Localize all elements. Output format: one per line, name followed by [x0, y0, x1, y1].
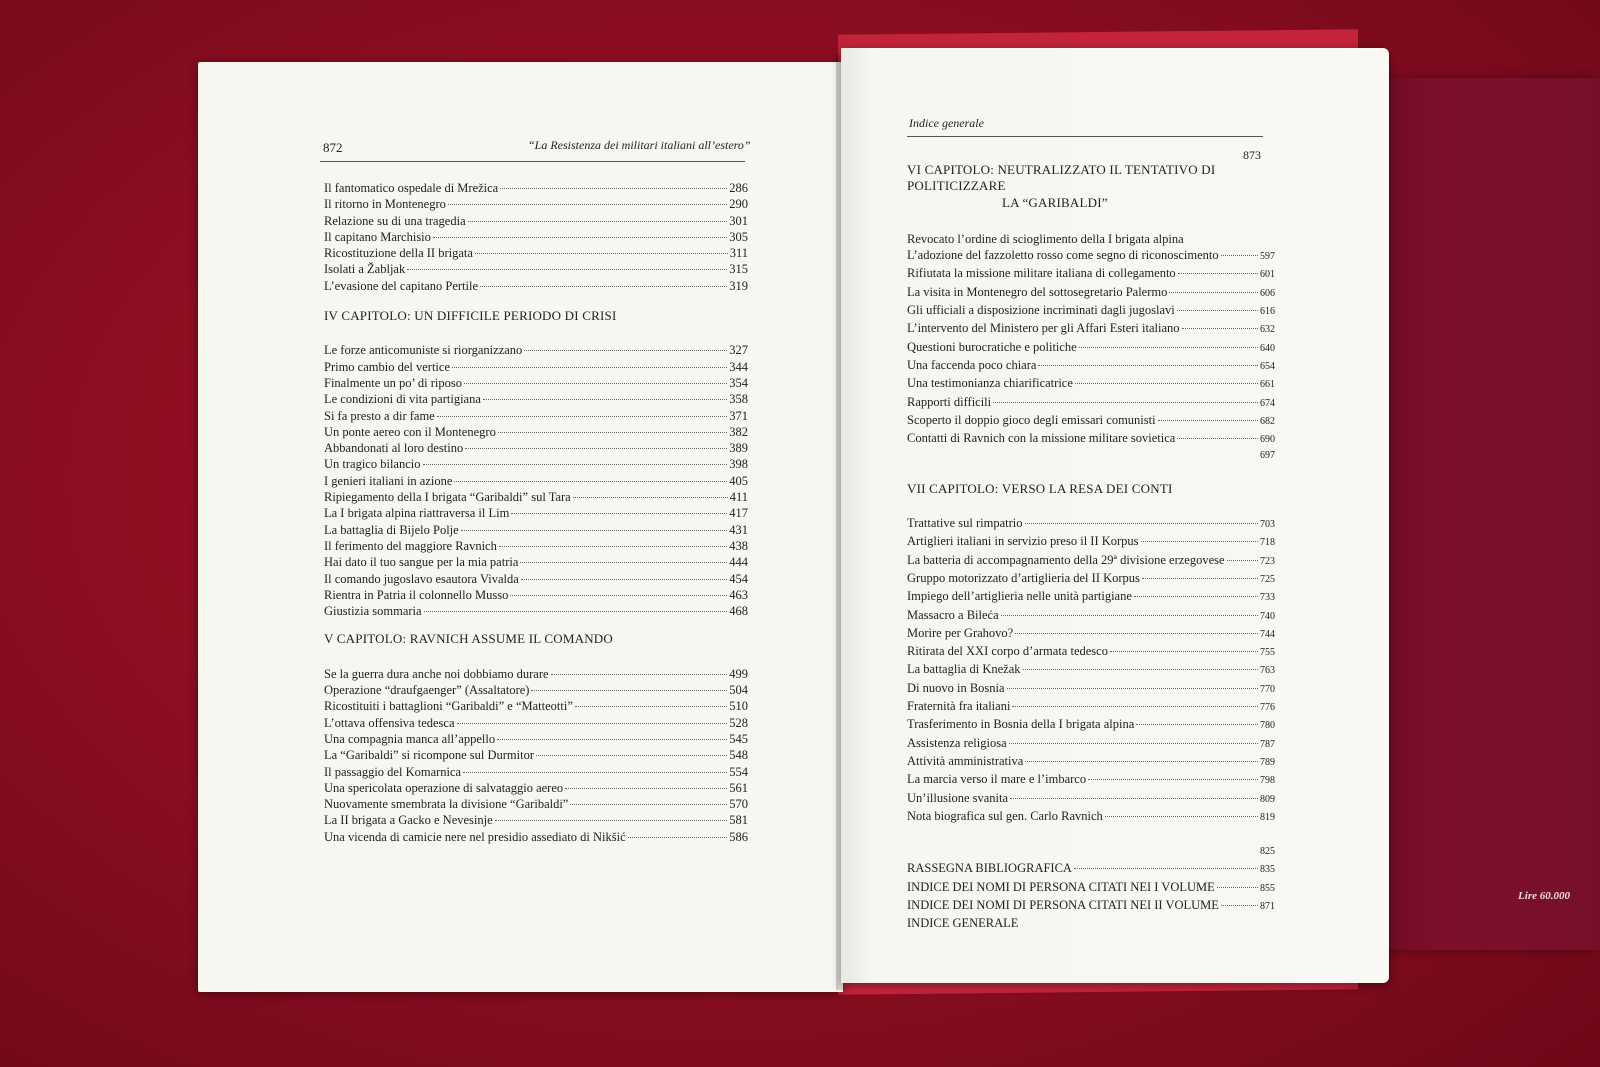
toc-entry-title: Nota biografica sul gen. Carlo Ravnich	[907, 808, 1103, 823]
toc-entry-page: 640	[1260, 342, 1275, 354]
toc-leader-dots	[1177, 310, 1258, 311]
toc-entry-page: 740	[1260, 610, 1275, 622]
toc-entry-title: Morire per Grahovo?	[907, 625, 1014, 640]
toc-entry-page: 431	[729, 522, 748, 537]
toc-entry-title: Trasferimento in Bosnia della I brigata alpina	[907, 717, 1135, 732]
toc-entry-page: 463	[729, 587, 748, 602]
toc-leader-dots	[1177, 438, 1258, 439]
toc-entry	[324, 424, 748, 440]
toc-entry-page: 319	[729, 278, 748, 293]
toc-entry	[907, 771, 1275, 789]
toc-entry-title: Se la guerra dura anche noi dobbiamo durare	[324, 666, 549, 681]
toc-leader-dots	[1221, 255, 1258, 256]
toc-entry	[324, 473, 748, 489]
toc-entry-page: 444	[729, 555, 748, 570]
toc-entry	[324, 278, 748, 294]
toc-entry	[324, 764, 748, 780]
toc-entry	[324, 342, 748, 358]
header-rule	[320, 161, 745, 162]
toc-entry	[907, 698, 1275, 716]
toc-entry-page: 690	[1260, 434, 1275, 446]
toc-section-chapter-vi	[907, 231, 1275, 465]
toc-leader-dots	[1178, 273, 1258, 274]
toc-entry	[907, 643, 1275, 661]
toc-entry-page: 654	[1260, 360, 1275, 372]
toc-leader-dots	[463, 772, 727, 773]
toc-leader-dots	[993, 402, 1258, 403]
toc-entry	[907, 625, 1275, 643]
toc-section-top	[324, 180, 748, 294]
toc-entry	[907, 607, 1275, 625]
toc-leader-dots	[565, 788, 727, 789]
toc-leader-dots	[1010, 798, 1258, 799]
toc-entry-page: 755	[1260, 647, 1275, 659]
toc-entry-title: Contatti di Ravnich con la missione militare sovietica	[907, 431, 1176, 446]
toc-entry-page: 354	[729, 375, 748, 390]
toc-entry-title: Le condizioni di vita partigiana	[324, 392, 481, 407]
toc-entry-title: Un ponte aereo con il Montenegro	[324, 424, 496, 439]
toc-entry-title: Primo cambio del vertice	[324, 359, 451, 374]
toc-entry-title: Relazione su di una tragedia	[324, 213, 466, 228]
toc-leader-dots	[1182, 328, 1258, 329]
toc-entry	[907, 661, 1275, 679]
left-toc	[324, 180, 748, 845]
toc-entry-title: Il capitano Marchisio	[324, 229, 431, 244]
toc-leader-dots	[524, 350, 727, 351]
toc-entry-page: 780	[1260, 720, 1275, 732]
toc-entry	[324, 796, 748, 812]
toc-entry	[324, 456, 748, 472]
toc-leader-dots	[531, 690, 727, 691]
toc-leader-dots	[465, 448, 727, 449]
chapter-iv-title: IV CAPITOLO: UN DIFFICILE PERIODO DI CRISI	[324, 308, 617, 324]
toc-entry	[324, 731, 748, 747]
right-running-title: Indice generale	[909, 116, 984, 130]
toc-leader-dots	[536, 755, 727, 756]
toc-entry-page: 548	[729, 748, 748, 763]
toc-entry-title: Gruppo motorizzato d’artiglieria del II Korpus	[907, 570, 1140, 585]
toc-entry	[907, 680, 1275, 698]
toc-leader-dots	[1227, 560, 1258, 561]
price-label: Lire 60.000	[1518, 890, 1570, 902]
toc-entry-page: 703	[1260, 519, 1275, 531]
toc-entry-title: La marcia verso il mare e l’imbarco	[907, 772, 1087, 787]
toc-entry	[324, 229, 748, 245]
toc-entry-page: 674	[1260, 397, 1275, 409]
toc-entry-title: Revocato l’ordine di scioglimento della I brigata alpina	[907, 231, 1184, 246]
toc-entry-page: 438	[729, 538, 748, 553]
toc-entry-page: 405	[729, 473, 748, 488]
toc-entry	[324, 538, 748, 554]
toc-entry-title: Abbandonati al loro destino	[324, 441, 464, 456]
toc-entry-title: La “Garibaldi” si ricompone sul Durmitor	[324, 748, 535, 763]
toc-leader-dots	[1009, 743, 1258, 744]
toc-entry	[324, 180, 748, 196]
toc-entry	[324, 375, 748, 391]
toc-entry	[324, 682, 748, 698]
toc-entry	[907, 375, 1275, 393]
toc-entry-title: Ricostituiti i battaglioni “Garibaldi” e “Matteotti”	[324, 699, 573, 714]
toc-section-chapter-vii	[907, 515, 1275, 826]
toc-entry-title: Operazione “draufgaenger” (Assaltatore)	[324, 683, 530, 698]
toc-entry-page: 616	[1260, 306, 1275, 318]
toc-entry-page: 286	[729, 181, 748, 195]
toc-entry-page: 825	[1260, 846, 1275, 858]
toc-entry-title: Il passaggio del Komarnica	[324, 764, 462, 779]
toc-entry	[324, 261, 748, 277]
toc-entry	[907, 265, 1275, 283]
toc-leader-dots	[499, 546, 727, 547]
toc-leader-dots	[483, 399, 727, 400]
toc-entry-page: 315	[729, 262, 748, 277]
toc-entry-title: La battaglia di Bijelo Polje	[324, 522, 459, 537]
toc-entry-title: Una vicenda di camicie nere nel presidio assediato di Nikšić	[324, 829, 626, 844]
toc-entry	[324, 391, 748, 407]
toc-entry-title: Hai dato il tuo sangue per la mia patria	[324, 555, 519, 570]
toc-leader-dots	[468, 221, 728, 222]
toc-entry	[324, 440, 748, 456]
toc-entry	[907, 339, 1275, 357]
toc-leader-dots	[1012, 706, 1258, 707]
toc-entry-page: 770	[1260, 683, 1275, 695]
toc-leader-dots	[1110, 651, 1258, 652]
left-running-title: “La Resistenza dei militari italiani all’estero”	[528, 138, 751, 152]
toc-entry-title: Attività amministrativa	[907, 753, 1024, 768]
left-page-number: 872	[323, 140, 343, 155]
toc-entry	[907, 879, 1275, 897]
toc-leader-dots	[1075, 383, 1258, 384]
toc-leader-dots	[1025, 761, 1258, 762]
toc-entry	[324, 829, 748, 845]
toc-entry	[324, 359, 748, 375]
toc-entry-page: 411	[729, 490, 748, 505]
toc-entry-page: 545	[729, 731, 748, 746]
toc-leader-dots	[1217, 887, 1258, 888]
toc-entry-page: 787	[1260, 738, 1275, 750]
toc-entry	[907, 915, 1275, 931]
toc-leader-dots	[454, 481, 727, 482]
toc-entry-page: 510	[729, 699, 748, 714]
toc-leader-dots	[1074, 868, 1258, 869]
toc-entry-page: 581	[729, 813, 748, 828]
toc-entry-page: 697	[1260, 450, 1275, 462]
toc-entry-page: 327	[729, 343, 748, 358]
toc-entry	[907, 570, 1275, 588]
toc-entry	[907, 231, 1275, 247]
toc-leader-dots	[1105, 816, 1258, 817]
toc-entry-page: 301	[729, 213, 748, 228]
toc-entry-page: 809	[1260, 793, 1275, 805]
toc-entry-title: Di nuovo in Bosnia	[907, 680, 1005, 695]
toc-entry-page: 661	[1260, 379, 1275, 391]
toc-entry-title: L’ottava offensiva tedesca	[324, 715, 455, 730]
toc-entry-page: 725	[1260, 573, 1275, 585]
right-page-number: 873	[1243, 148, 1261, 162]
toc-entry-title: Gli ufficiali a disposizione incriminati dagli jugoslavi	[907, 303, 1175, 318]
toc-entry	[324, 603, 748, 619]
toc-entry-page: 789	[1260, 756, 1275, 768]
toc-entry-page: 744	[1260, 628, 1275, 640]
toc-entry	[324, 666, 748, 682]
toc-entry-title: Giustizia sommaria	[324, 604, 422, 619]
toc-leader-dots	[1007, 688, 1258, 689]
toc-entry-page: 733	[1260, 592, 1275, 604]
toc-leader-dots	[495, 820, 728, 821]
toc-entry	[324, 505, 748, 521]
toc-entry	[324, 780, 748, 796]
toc-entry-title: INDICE GENERALE	[907, 916, 1019, 931]
toc-entry-page: 358	[729, 392, 748, 407]
toc-entry-title: Una testimonianza chiarificatrice	[907, 376, 1073, 391]
toc-entry-title: Impiego dell’artiglieria nelle unità partigiane	[907, 589, 1132, 604]
toc-entry-title: La visita in Montenegro del sottosegretario Palermo	[907, 284, 1168, 299]
toc-entry-page: 344	[729, 359, 748, 374]
toc-entry-title: Una spericolata operazione di salvataggio aereo	[324, 780, 564, 795]
toc-entry-page: 601	[1260, 269, 1275, 281]
toc-leader-dots	[510, 595, 727, 596]
toc-entry-page: 718	[1260, 537, 1275, 549]
toc-entry-page: 586	[729, 829, 748, 844]
toc-entry	[907, 716, 1275, 734]
toc-entry-title: Il ritorno in Montenegro	[324, 197, 446, 212]
toc-leader-dots	[424, 611, 728, 612]
toc-entry-page: 305	[729, 229, 748, 244]
toc-entry-title: Nuovamente smembrata la divisione “Garibaldi”	[324, 797, 569, 812]
toc-section-chapter-v	[324, 666, 748, 845]
toc-entry-page: 606	[1260, 287, 1275, 299]
toc-entry-title: Trattative sul rimpatrio	[907, 516, 1023, 531]
toc-entry-page: 398	[729, 457, 748, 472]
toc-leader-dots	[437, 416, 728, 417]
toc-entry-page: 855	[1260, 882, 1275, 894]
toc-leader-dots	[448, 204, 727, 205]
toc-leader-dots	[1001, 615, 1258, 616]
toc-entry-title: RASSEGNA BIBLIOGRAFICA	[907, 861, 1072, 876]
toc-entry-title: L’intervento del Ministero per gli Affari Esteri italiano	[907, 321, 1180, 336]
toc-section-appendix	[907, 844, 1275, 931]
toc-entry-page: 763	[1260, 665, 1275, 677]
toc-entry	[907, 860, 1275, 878]
toc-entry	[324, 715, 748, 731]
toc-entry-title: INDICE DEI NOMI DI PERSONA CITATI NEI I VOLUME	[907, 879, 1215, 894]
toc-entry	[324, 812, 748, 828]
right-toc	[907, 162, 1275, 932]
chapter-vii-title: VII CAPITOLO: VERSO LA RESA DEI CONTI	[907, 480, 1173, 496]
toc-leader-dots	[1142, 578, 1258, 579]
toc-entry-title: Ricostituzione della II brigata	[324, 246, 473, 261]
toc-entry-page: 632	[1260, 324, 1275, 336]
toc-entry-title: L’evasione del capitano Pertile	[324, 278, 478, 293]
toc-leader-dots	[1158, 420, 1258, 421]
toc-entry	[324, 489, 748, 505]
toc-leader-dots	[480, 286, 727, 287]
toc-section-chapter-iv	[324, 342, 748, 619]
toc-leader-dots	[497, 739, 727, 740]
toc-entry	[324, 522, 748, 538]
toc-entry-title: La II brigata a Gacko e Nevesinje	[324, 813, 493, 828]
toc-leader-dots	[573, 497, 728, 498]
toc-entry-title: Un’illusione svanita	[907, 790, 1009, 805]
toc-entry	[907, 753, 1275, 771]
toc-leader-dots	[570, 804, 727, 805]
toc-entry-page: 871	[1260, 900, 1275, 912]
toc-entry	[324, 698, 748, 714]
toc-leader-dots	[423, 464, 728, 465]
toc-entry-page: 417	[729, 506, 748, 521]
toc-entry-title: Le forze anticomuniste si riorganizzano	[324, 343, 523, 358]
toc-entry	[324, 213, 748, 229]
toc-leader-dots	[511, 513, 727, 514]
toc-entry-page: 371	[729, 408, 748, 423]
toc-entry-title: Artiglieri italiani in servizio preso il II Korpus	[907, 534, 1139, 549]
toc-entry-title: Il fantomatico ospedale di Mrežica	[324, 181, 499, 195]
toc-entry	[907, 302, 1275, 320]
toc-leader-dots	[1088, 779, 1258, 780]
toc-leader-dots	[500, 188, 727, 189]
toc-entry-title: Un tragico bilancio	[324, 457, 421, 472]
chapter-vi-subtitle: LA “GARIBALDI”	[1002, 194, 1108, 210]
toc-entry-page: 819	[1260, 811, 1275, 823]
toc-entry	[324, 587, 748, 603]
toc-entry	[324, 571, 748, 587]
toc-entry-title: Il ferimento del maggiore Ravnich	[324, 538, 497, 553]
toc-entry	[907, 320, 1275, 338]
toc-entry-title: Il comando jugoslavo esautora Vivalda	[324, 571, 519, 586]
toc-entry-page: 798	[1260, 775, 1275, 787]
chapter-v-title: V CAPITOLO: RAVNICH ASSUME IL COMANDO	[324, 631, 613, 647]
toc-leader-dots	[1015, 633, 1258, 634]
toc-entry-title: Rapporti difficili	[907, 394, 992, 409]
toc-leader-dots	[1023, 669, 1259, 670]
toc-leader-dots	[1025, 523, 1259, 524]
toc-entry	[907, 552, 1275, 570]
toc-leader-dots	[551, 674, 728, 675]
toc-entry	[907, 412, 1275, 430]
toc-leader-dots	[1136, 724, 1258, 725]
toc-entry-page: 835	[1260, 864, 1275, 876]
toc-entry-page: 597	[1260, 251, 1275, 263]
toc-leader-dots	[457, 723, 728, 724]
toc-entry-page: 382	[729, 424, 748, 439]
toc-entry-page: 723	[1260, 555, 1275, 567]
toc-entry-title: Scoperto il doppio gioco degli emissari comunisti	[907, 412, 1156, 427]
toc-entry	[907, 735, 1275, 753]
toc-leader-dots	[407, 269, 727, 270]
toc-leader-dots	[1038, 365, 1258, 366]
toc-entry-page: 570	[729, 797, 748, 812]
toc-entry-title: Assistenza religiosa	[907, 735, 1007, 750]
toc-entry-page: 776	[1260, 702, 1275, 714]
toc-entry	[907, 430, 1275, 448]
toc-entry-title: I genieri italiani in azione	[324, 473, 453, 488]
header-rule	[907, 136, 1263, 137]
toc-entry-title: Massacro a Bileća	[907, 607, 999, 622]
toc-entry-page: 499	[729, 666, 748, 681]
toc-entry	[324, 408, 748, 424]
toc-entry-page: 311	[729, 246, 748, 261]
toc-entry-title: Finalmente un po’ di riposo	[324, 375, 462, 390]
toc-entry-page: 561	[729, 780, 748, 795]
toc-entry-title: Ripiegamento della I brigata “Garibaldi” sul Tara	[324, 490, 571, 505]
toc-entry-title: Una compagnia manca all’appello	[324, 731, 496, 746]
toc-entry-title: Fraternità fra italiani	[907, 699, 1011, 714]
toc-leader-dots	[498, 432, 727, 433]
toc-entry	[324, 245, 748, 261]
toc-leader-dots	[452, 367, 727, 368]
toc-entry	[324, 747, 748, 763]
toc-entry-page: 454	[729, 571, 748, 586]
toc-leader-dots	[475, 253, 728, 254]
toc-leader-dots	[521, 579, 727, 580]
toc-entry-title: La batteria di accompagnamento della 29ª divisione erzegovese	[907, 552, 1225, 567]
toc-entry	[907, 588, 1275, 606]
toc-entry-title: Si fa presto a dir fame	[324, 408, 435, 423]
toc-entry	[907, 448, 1275, 464]
toc-entry-page: 290	[729, 197, 748, 212]
toc-leader-dots	[1221, 905, 1258, 906]
toc-entry	[907, 533, 1275, 551]
toc-entry-page: 504	[729, 683, 748, 698]
toc-entry	[324, 554, 748, 570]
toc-leader-dots	[1141, 541, 1258, 542]
toc-leader-dots	[1169, 292, 1258, 293]
toc-entry	[907, 247, 1275, 265]
toc-leader-dots	[520, 562, 727, 563]
chapter-vi-title: VI CAPITOLO: NEUTRALIZZATO IL TENTATIVO DI POLITICIZZARE	[907, 162, 1216, 194]
toc-entry-title: La battaglia di Knežak	[907, 662, 1021, 677]
left-page	[198, 62, 843, 992]
toc-entry	[907, 897, 1275, 915]
toc-entry	[907, 394, 1275, 412]
toc-entry-page: 528	[729, 715, 748, 730]
toc-entry-title: Una faccenda poco chiara	[907, 357, 1037, 372]
toc-entry	[907, 515, 1275, 533]
toc-leader-dots	[628, 837, 728, 838]
toc-entry-title: La I brigata alpina riattraversa il Lim	[324, 506, 510, 521]
toc-entry-page: 682	[1260, 415, 1275, 427]
right-page	[841, 48, 1389, 983]
toc-entry-title: L’adozione del fazzoletto rosso come segno di riconoscimento	[907, 248, 1219, 263]
toc-entry	[907, 284, 1275, 302]
toc-entry-page: 468	[729, 604, 748, 619]
toc-entry	[907, 808, 1275, 826]
toc-leader-dots	[575, 706, 727, 707]
toc-entry	[907, 844, 1275, 860]
toc-entry-title: Questioni burocratiche e politiche	[907, 339, 1077, 354]
toc-entry-title: Ritirata del XXI corpo d’armata tedesco	[907, 644, 1108, 659]
toc-entry-title: Isolati a Žabljak	[324, 262, 406, 277]
toc-leader-dots	[1079, 347, 1258, 348]
toc-leader-dots	[1134, 596, 1258, 597]
toc-entry	[907, 357, 1275, 375]
toc-leader-dots	[461, 530, 728, 531]
toc-entry-title: Rifiutata la missione militare italiana di collegamento	[907, 266, 1176, 281]
toc-entry-page: 554	[729, 764, 748, 779]
toc-entry-title: INDICE DEI NOMI DI PERSONA CITATI NEI II VOLUME	[907, 897, 1219, 912]
toc-entry	[907, 790, 1275, 808]
toc-leader-dots	[433, 237, 727, 238]
toc-entry	[324, 196, 748, 212]
toc-entry-title: Rientra in Patria il colonnello Musso	[324, 587, 509, 602]
toc-entry-page: 389	[729, 441, 748, 456]
toc-leader-dots	[464, 383, 727, 384]
